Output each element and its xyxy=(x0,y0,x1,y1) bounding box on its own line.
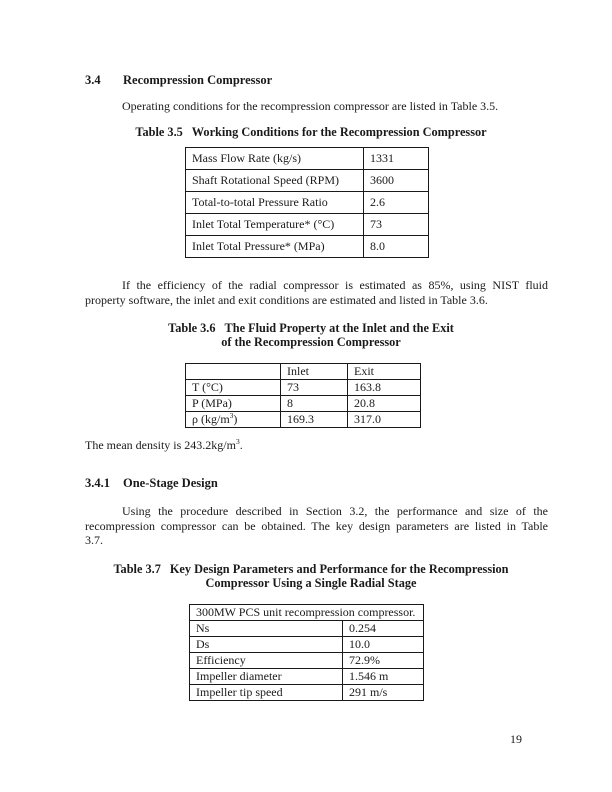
row-label: P (MPa) xyxy=(186,396,281,412)
table-row xyxy=(190,621,424,637)
table-row xyxy=(186,380,421,396)
row-label: Inlet Total Temperature* (°C) xyxy=(186,214,364,236)
table-3-5-caption xyxy=(85,125,537,139)
section-number: 3.4 xyxy=(85,73,101,87)
table-3-7 xyxy=(189,604,424,701)
label-text: ) xyxy=(233,412,238,426)
paragraph-line: Using the procedure described in Section 3.2, the performance and size of the xyxy=(122,504,548,518)
row-label: Efficiency xyxy=(190,653,343,669)
caption-text: Key Design Parameters and Performance for the Recompression xyxy=(169,562,509,576)
table-row xyxy=(186,412,421,428)
row-value: 72.9% xyxy=(343,653,424,669)
table-row xyxy=(186,148,429,170)
row-label: Ns xyxy=(190,621,343,637)
table-header-row xyxy=(190,605,424,621)
row-label xyxy=(186,412,281,428)
text: . xyxy=(239,438,243,452)
table-header: 300MW PCS unit recompression compressor. xyxy=(190,605,424,621)
section-title: One-Stage Design xyxy=(123,476,218,490)
row-exit: 20.8 xyxy=(348,396,421,412)
caption-label: Table 3.7 xyxy=(113,562,161,576)
caption-line: Compressor Using a Single Radial Stage xyxy=(205,576,417,591)
table-row xyxy=(190,653,424,669)
table-row xyxy=(186,192,429,214)
row-value: 2.6 xyxy=(364,192,429,214)
paragraph-line: recompression compressor can be obtained. The key design parameters are listed in Table xyxy=(85,518,548,533)
caption-label: Table 3.5 xyxy=(135,125,183,139)
row-inlet: 169.3 xyxy=(281,412,348,428)
caption-line xyxy=(85,562,537,576)
table-3-7-caption xyxy=(85,562,537,590)
table-row xyxy=(186,170,429,192)
caption-line: of the Recompression Compressor xyxy=(221,335,401,350)
superscript: 3 xyxy=(235,437,240,446)
table-row xyxy=(186,214,429,236)
label-superscript: 3 xyxy=(229,411,234,420)
section-title: Recompression Compressor xyxy=(123,73,273,87)
table-3-5 xyxy=(185,147,429,258)
row-value: 291 m/s xyxy=(343,685,424,701)
row-value: 0.254 xyxy=(343,621,424,637)
table-header-row xyxy=(186,364,421,380)
section-heading-3-4 xyxy=(85,73,272,88)
table-row xyxy=(186,236,429,258)
row-label: Shaft Rotational Speed (RPM) xyxy=(186,170,364,192)
row-exit: 163.8 xyxy=(348,380,421,396)
table-row xyxy=(190,669,424,685)
paragraph-efficiency xyxy=(85,278,548,307)
page-number: 19 xyxy=(510,732,522,746)
text: The mean density is 243.2kg/m xyxy=(85,438,236,452)
caption-label: Table 3.6 xyxy=(168,321,216,335)
mean-density-text xyxy=(85,438,243,453)
section-heading-3-4-1 xyxy=(85,476,218,491)
paragraph-line: property software, the inlet and exit conditions are estimated and listed in Table 3.6. xyxy=(85,292,488,307)
caption-text: The Fluid Property at the Inlet and the Exit xyxy=(224,321,454,335)
paragraph-line: 3.7. xyxy=(85,533,103,548)
caption-line xyxy=(85,321,537,335)
header-blank xyxy=(186,364,281,380)
row-inlet: 8 xyxy=(281,396,348,412)
row-value: 3600 xyxy=(364,170,429,192)
table-row xyxy=(186,396,421,412)
row-label: Total-to-total Pressure Ratio xyxy=(186,192,364,214)
table-row xyxy=(190,637,424,653)
label-text: ρ (kg/m xyxy=(192,412,230,426)
row-value: 73 xyxy=(364,214,429,236)
row-inlet: 73 xyxy=(281,380,348,396)
paragraph-procedure xyxy=(85,504,548,548)
row-value: 8.0 xyxy=(364,236,429,258)
row-label: Mass Flow Rate (kg/s) xyxy=(186,148,364,170)
paragraph-intro: Operating conditions for the recompression compressor are listed in Table 3.5. xyxy=(122,99,499,113)
row-value: 1.546 m xyxy=(343,669,424,685)
paragraph-line: If the efficiency of the radial compressor is estimated as 85%, using NIST fluid xyxy=(122,278,548,292)
row-label: Impeller diameter xyxy=(190,669,343,685)
row-label: T (°C) xyxy=(186,380,281,396)
section-number: 3.4.1 xyxy=(85,476,110,490)
row-label: Impeller tip speed xyxy=(190,685,343,701)
table-3-6-caption xyxy=(85,321,537,349)
table-3-6 xyxy=(185,363,421,428)
row-value: 10.0 xyxy=(343,637,424,653)
row-label: Ds xyxy=(190,637,343,653)
header-inlet: Inlet xyxy=(281,364,348,380)
row-exit: 317.0 xyxy=(348,412,421,428)
row-label: Inlet Total Pressure* (MPa) xyxy=(186,236,364,258)
table-row xyxy=(190,685,424,701)
row-value: 1331 xyxy=(364,148,429,170)
caption-text: Working Conditions for the Recompression Compressor xyxy=(191,125,487,139)
header-exit: Exit xyxy=(348,364,421,380)
